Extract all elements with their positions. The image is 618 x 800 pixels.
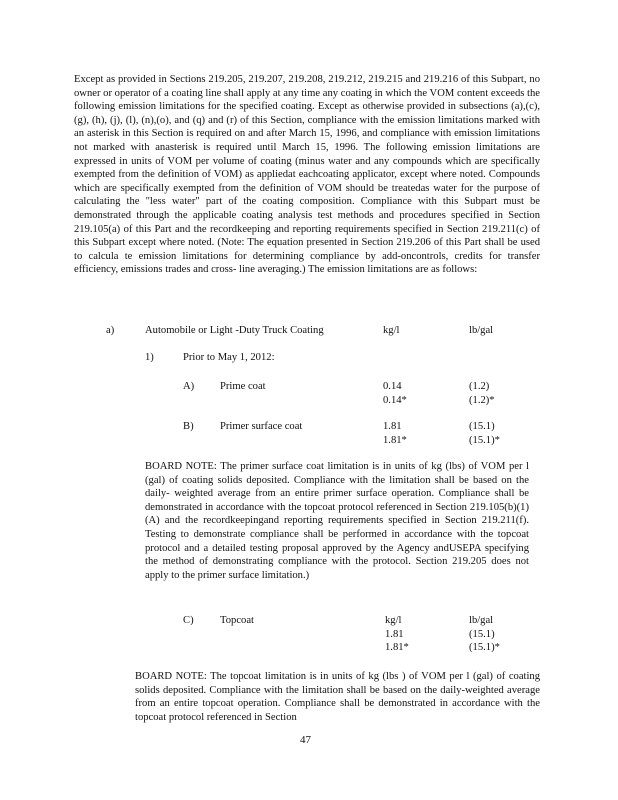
item-b-kg-value-star: 1.81*: [383, 434, 407, 446]
intro-paragraph: Except as provided in Sections 219.205, 219.207, 219.208, 219.212, 219.215 and 219.216 of this Subpart, no owner or operator of a coating line shall apply at any time any coating in which the VOM content exceeds the following emission limitations for the specified coating. Except as otherwise provided in subsections (a),(c),(g), (h), (j), (l), (n),(o), and (q) and (r) of this Section, compliance with the emission limitations marked with an asterisk in this Section is required on and after March 15, 1996, and compliance with emission limitations not marked with anasterisk is required until March 15, 1996. The following emission limitations are expressed in units of VOM per volume of coating (minus water and any compounds which are specifically exempted from the definition of VOM) as appliedat eachcoating applicator, except where noted. Compounds which are specifically exempted from the definition of VOM should be treatedas water for the purpose of calculating the "less water" part of the coating composition. Compliance with this Subpart must be demonstrated through the applicable coating analysis test methods and procedures specified in Section 219.105(a) of this Part and the recordkeeping and reporting requirements specified in Section 219.211(c) of this Subpart except where noted. (Note: The equation presented in Section 219.206 of this Part shall be used to calcula te emission limitations for determining compliance by add-oncontrols, credits for transfer efficiency, emissions trades and cross- line averaging.) The emission limitations are as follows:: [74, 74, 540, 276]
section-a-title: Automobile or Light -Duty Truck Coating: [145, 325, 324, 336]
item-a-kg-value-star: 0.14*: [383, 394, 407, 406]
item-b-lb-value-star: (15.1)*: [469, 434, 500, 446]
item-c-kg-values: [385, 614, 409, 655]
item-c-kg-value: 1.81: [385, 628, 404, 640]
item-c-marker: C): [183, 615, 194, 626]
item-a-marker: A): [183, 381, 195, 392]
item-a-kg-value: 0.14: [383, 381, 402, 392]
sub-1-title: Prior to May 1, 2012:: [183, 352, 275, 363]
item-b-lb-value: (15.1): [469, 421, 495, 432]
page-number: 47: [300, 734, 311, 746]
item-c-lb-values: [469, 614, 500, 655]
sub-1-marker: 1): [145, 352, 154, 363]
section-a-marker: a): [106, 325, 115, 336]
board-note-topcoat: BOARD NOTE: The topcoat limitation is in units of kg (lbs ) of VOM per l (gal) of coating solids deposited. Compliance with the limitation shall be based on the daily-weighted average from an entire topcoat operation. Compliance shall be demonstrated in accordance with the topcoat protocol referenced in Section: [135, 671, 540, 723]
unit-lb-header: lb/gal: [469, 325, 494, 336]
item-b-kg-value: 1.81: [383, 421, 402, 432]
unit-kg-header: kg/l: [383, 325, 400, 336]
board-note-primer: BOARD NOTE: The primer surface coat limitation is in units of kg (lbs) of VOM per l (gal) of coating solids deposited. Compliance with the limitation shall be based on the daily- weighted average from an entire primer surface operation. Compliance shall be demonstrated in accordance with the topcoat protocol referenced in Section 219.105(b)(1)(A) and the recordkeepingand reporting requirements specified in Section 219.211(f). Testing to demonstrate compliance shall be performed in accordance with the topcoat protocol and a detailed testing proposal approved by the Agency andUSEPA specifying the method of demonstrating compliance with the protocol. Section 219.205 does not apply to the primer surface limitation.): [145, 461, 529, 581]
item-b-lb-values: [469, 420, 500, 447]
item-a-lb-values: [469, 380, 495, 407]
item-c-lb-unit: lb/gal: [469, 615, 494, 626]
item-c-lb-value: (15.1): [469, 628, 495, 640]
item-a-lb-value: (1.2): [469, 381, 490, 392]
item-a-lb-value-star: (1.2)*: [469, 394, 495, 406]
item-c-kg-unit: kg/l: [385, 615, 402, 626]
item-a-label: Prime coat: [220, 381, 266, 392]
item-c-label: Topcoat: [220, 615, 254, 626]
item-b-kg-values: [383, 420, 407, 447]
item-b-label: Primer surface coat: [220, 421, 303, 432]
item-c-lb-value-star: (15.1)*: [469, 642, 500, 654]
item-c-kg-value-star: 1.81*: [385, 642, 409, 654]
item-a-kg-values: [383, 380, 407, 407]
item-b-marker: B): [183, 421, 194, 432]
